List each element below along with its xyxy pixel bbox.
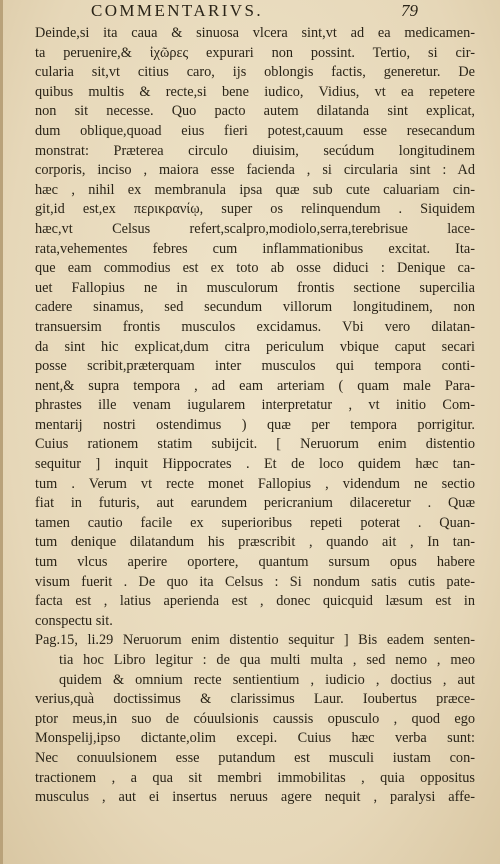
text-line: monstrat: Præterea circulo diuisim, secúdum longitudinem [35, 142, 475, 159]
running-title: COMMENTARIVS. [91, 1, 263, 20]
text-line: dum oblique,quoad eius fieri potest,cauum esse resecandum [35, 122, 475, 139]
text-line: tum . Verum vt recte monet Fallopius , videndum ne sectio [35, 475, 475, 492]
text-line: Deinde,si ita caua & sinuosa vlcera sint,vt ad ea medicamen- [35, 25, 475, 41]
text-line: visum fuerit . De quo ita Celsus : Si nondum satis cutis pate- [35, 573, 475, 590]
text-line: conspectu sit. [35, 612, 113, 629]
text-line: Nec conuulsionem esse putandum est musculi iustam con- [35, 749, 475, 766]
text-line: facta est , latius aperienda est , donec quicquid læsum est in [35, 593, 475, 610]
text-line: uet Fallopius ne in musculorum frontis sectione supercilia [35, 279, 475, 296]
text-line: sequitur ] inquit Hippocrates . Et de loco quidem hæc tan- [35, 456, 475, 473]
text-line: quibus multis & recte,si bene iudico, Vidius, vt ea repetere [35, 83, 475, 100]
text-line: Monspelij,ipso dictante,olim excepi. Cuius hæc verba sunt: [35, 730, 475, 747]
running-head [3, 0, 500, 22]
text-line: cadere sinamus, sed secundum villorum longitudinem, non [35, 299, 475, 316]
text-line: ptor meus,in suo de cóuulsionis caussis opusculo , quod ego [35, 710, 475, 727]
text-line: verius,quà doctissimus & clarissimus Laur. Ioubertus præce- [35, 691, 475, 708]
text-line: tamen cautio facile ex superioribus repeti poterat . Quan- [35, 514, 475, 531]
text-line: corporis, inciso , maiora esse facienda , si circularia sint : Ad [35, 162, 475, 179]
text-line: tum vlcus aperire oportere, quantum sursum opus habere [35, 554, 475, 571]
text-line: non sit necesse. Quo pacto autem dilatanda sint explicat, [35, 103, 475, 120]
main-text [35, 24, 475, 808]
text-line: phrastes ille venam iugularem interpretatur , vt initio Com- [35, 397, 475, 414]
text-line: cularia sit,vt citius caro, ijs oblongis factis, generetur. De [35, 64, 475, 81]
page-number: 79 [401, 1, 418, 20]
text-line: git,id est,ex περικρανίῳ, super os relinquendum . Siquidem [35, 201, 475, 218]
text-line: tum denique dilatandum his præscribit , quando ait , In tan- [35, 534, 475, 551]
text-line: da sint hic explicat,dum citra periculum vbique caput secari [35, 338, 475, 355]
text-line: hæc , nihil ex membranula ipsa quæ sub cute caluariam cin- [35, 181, 475, 198]
text-line: ta peruenire,& ἰχῶρες expurari non possint. Tertio, si cir- [35, 44, 475, 61]
text-line: fiat in futuris, aut earundem pericranium dilaceretur . Quæ [35, 495, 475, 512]
text-line: nent,& supra tempora , ad eam arteriam ( quam male Para- [35, 377, 475, 394]
text-line: quidem & omnium recte sentientium , iudicio , doctius , aut [59, 671, 475, 688]
text-line: rata,vehementes febres cum inflammationibus excitat. Ita- [35, 240, 475, 257]
text-line: que eam commodius est ex toto ab osse diduci : Denique ca- [35, 260, 475, 277]
text-line: Cuius rationem statim subijcit. [ Neruorum enim distentio [35, 436, 475, 453]
text-line: posse scribit,præterquam inter musculos qui tempora conti- [35, 358, 475, 375]
text-line: mentarij nostri ostendimus ) quæ per tempora porrigitur. [35, 416, 475, 433]
text-line: musculus , aut ei insertus neruus agere nequit , paralysi affe- [35, 789, 475, 806]
text-line: transuersim frontis musculos excidamus. Vbi vero dilatan- [35, 318, 475, 335]
text-line: tia hoc Libro legitur : de qua multi multa , sed nemo , meo [59, 652, 475, 668]
text-line: hæc,vt Celsus refert,scalpro,modiolo,serra,terebrisue lace- [35, 220, 475, 237]
text-line-lemma: Pag.15, li.29 Neruorum enim distentio sequitur ] Bis eadem senten- [35, 632, 475, 649]
text-line: tractionem , a qua sit membri immobilitas , quia oppositus [35, 769, 475, 786]
